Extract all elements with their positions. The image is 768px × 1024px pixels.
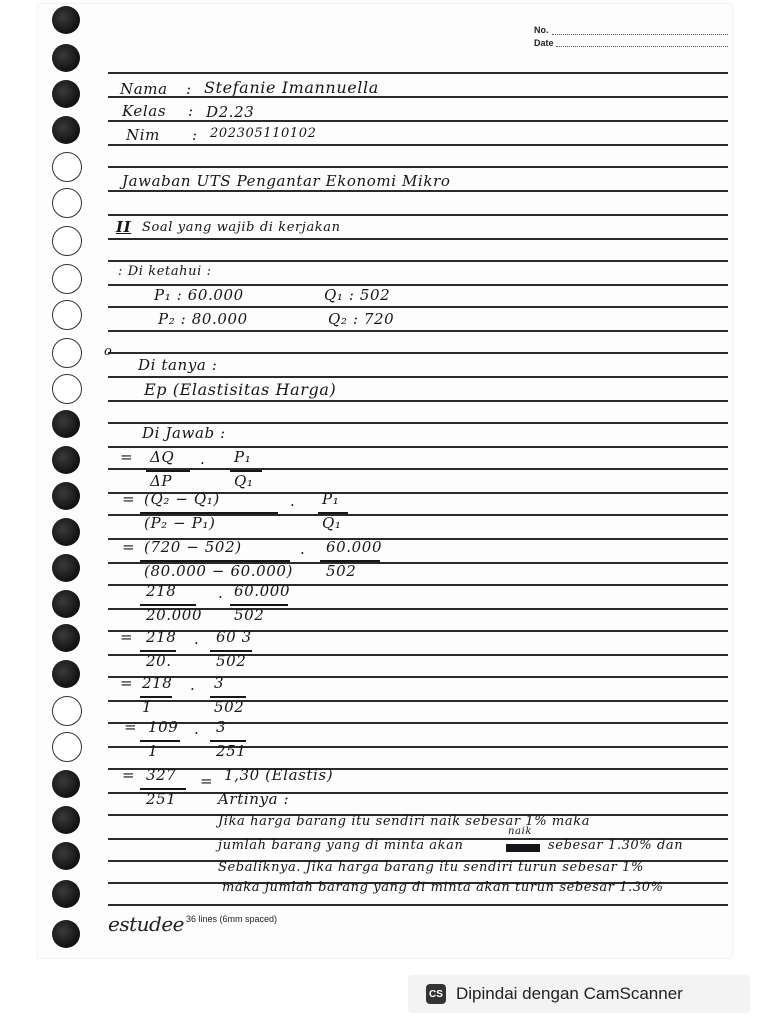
binder-hole: [52, 696, 82, 726]
no-label: No.: [534, 25, 549, 35]
artinya-line-2b: sebesar 1.30% dan: [548, 838, 684, 853]
fraction-numerator: 1,30 (Elastis): [224, 766, 334, 784]
ruled-line: [108, 376, 728, 378]
binder-hole: [52, 410, 80, 438]
fraction-numerator: 60.000: [234, 582, 291, 600]
equals-sign: =: [122, 538, 136, 556]
ruled-line: [108, 400, 728, 402]
fraction-numerator: ΔQ: [150, 448, 175, 466]
fraction-bar: [140, 740, 180, 742]
camscanner-text: Dipindai dengan CamScanner: [456, 984, 683, 1003]
ruled-line: [108, 446, 728, 448]
binder-hole: [52, 188, 82, 218]
dijawab-label: Di Jawab :: [142, 424, 226, 442]
equals-sign: =: [120, 628, 134, 646]
section-number: II: [116, 218, 132, 236]
binder-hole: [52, 518, 80, 546]
ruled-line: [108, 260, 728, 262]
fraction-denominator: Q₁: [234, 472, 254, 490]
operator: ·: [290, 496, 296, 514]
binder-hole: [52, 116, 80, 144]
colon: :: [186, 80, 192, 98]
operator: ·: [190, 680, 196, 698]
binder-hole: [52, 338, 82, 368]
ruled-line: [108, 190, 728, 192]
fraction-numerator: 327: [146, 766, 177, 784]
artinya-line-3: Sebaliknya. Jika harga barang itu sendiri turun sebesar 1%: [218, 860, 644, 875]
fraction-numerator: 218: [142, 674, 173, 692]
binder-hole: [52, 300, 82, 330]
binder-hole: [52, 920, 80, 948]
binder-hole: [52, 226, 82, 256]
operator: ·: [218, 588, 224, 606]
fraction-denominator: 1: [142, 698, 153, 716]
binder-hole: [52, 80, 80, 108]
fraction-numerator: 60.000: [326, 538, 383, 556]
equals-sign: =: [124, 718, 138, 736]
camscanner-watermark: [408, 975, 750, 1013]
q2-value: Q₂ : 720: [328, 310, 395, 328]
binder-hole: [52, 660, 80, 688]
ruled-line: [108, 654, 728, 656]
fraction-denominator: 502: [234, 606, 265, 624]
camscanner-icon: CS: [426, 984, 446, 1004]
binder-hole: [52, 732, 82, 762]
binder-hole: [52, 554, 80, 582]
fraction-numerator: (720 − 502): [144, 538, 242, 556]
notebook-brand-logo: estudee: [108, 912, 184, 936]
kelas-label: Kelas: [122, 102, 167, 120]
date-line: [556, 46, 728, 47]
equals-sign: =: [120, 674, 134, 692]
scribbled-out-word: [506, 844, 540, 852]
operator: ·: [194, 724, 200, 742]
binder-hole: [52, 6, 80, 34]
ditanya-label: Di tanya :: [138, 356, 218, 374]
ruled-line: [108, 120, 728, 122]
nama-label: Nama: [120, 80, 168, 98]
ruled-line: [108, 144, 728, 146]
operator: =: [200, 772, 214, 790]
ruled-line: [108, 306, 728, 308]
binder-hole: [52, 770, 80, 798]
binder-hole: [52, 152, 82, 182]
ruled-line: [108, 904, 728, 906]
ruled-line: [108, 792, 728, 794]
binder-hole: [52, 482, 80, 510]
ruled-line: [108, 238, 728, 240]
fraction-denominator: (80.000 − 60.000): [144, 562, 293, 580]
ruled-line: [108, 746, 728, 748]
binder-hole: [52, 590, 80, 618]
no-line: [552, 34, 728, 35]
binder-hole: [52, 806, 80, 834]
ruled-line: [108, 96, 728, 98]
fraction-denominator: 20.: [146, 652, 172, 670]
ruled-line: [108, 352, 728, 354]
equals-sign: =: [120, 448, 134, 466]
binder-hole: [52, 264, 82, 294]
fraction-numerator: P₁: [322, 490, 340, 508]
binder-hole: [52, 880, 80, 908]
artinya-line-2a: jumlah barang yang di minta akan: [218, 838, 464, 853]
fraction-numerator: P₁: [234, 448, 252, 466]
equals-sign: =: [122, 490, 136, 508]
binder-hole: [52, 842, 80, 870]
p2-value: P₂ : 80.000: [158, 310, 248, 328]
operator: ·: [194, 634, 200, 652]
nim-label: Nim: [126, 126, 160, 144]
ruled-line: [108, 630, 728, 632]
fraction-numerator: 218: [146, 628, 177, 646]
fraction-numerator: 218: [146, 582, 177, 600]
colon: :: [188, 102, 194, 120]
section-text: Soal yang wajib di kerjakan: [142, 220, 341, 235]
operator: ·: [300, 544, 306, 562]
p1-value: P₁ : 60.000: [154, 286, 244, 304]
ruled-line: [108, 72, 728, 74]
fraction-denominator: ΔP: [150, 472, 173, 490]
ruled-line: [108, 700, 728, 702]
binder-hole: [52, 624, 80, 652]
inserted-word: naik: [508, 826, 533, 837]
binder-hole: [52, 374, 82, 404]
fraction-denominator: 1: [148, 742, 159, 760]
fraction-denominator: Q₁: [322, 514, 342, 532]
fraction-numerator: 109: [148, 718, 179, 736]
fraction-denominator: 502: [326, 562, 357, 580]
lines-note: 36 lines (6mm spaced): [186, 914, 278, 924]
ruled-line: [108, 214, 728, 216]
ruled-line: [108, 166, 728, 168]
binder-hole: [52, 44, 80, 72]
fraction-numerator: 3: [214, 674, 225, 692]
ruled-line: [108, 768, 728, 770]
date-label: Date: [534, 38, 554, 48]
equals-sign: =: [122, 766, 136, 784]
artinya-label: Artinya :: [218, 790, 290, 808]
nim-value: 202305110102: [210, 126, 317, 141]
nama-value: Stefanie Imannuella: [204, 78, 379, 97]
fraction-denominator: 20.000: [146, 606, 203, 624]
fraction-denominator: (P₂ − P₁): [144, 514, 216, 532]
fraction-numerator: 3: [216, 718, 227, 736]
artinya-line-4: maka jumlah barang yang di minta akan turun sebesar 1.30%: [222, 880, 664, 895]
page-title: Jawaban UTS Pengantar Ekonomi Mikro: [122, 172, 451, 190]
kelas-value: D2.23: [206, 103, 255, 121]
fraction-numerator: 60 3: [216, 628, 252, 646]
ditanya-value: Ep (Elastisitas Harga): [144, 380, 337, 399]
ruled-line: [108, 584, 728, 586]
artinya-line-1: Jika harga barang itu sendiri naik sebesar 1% maka: [218, 814, 591, 829]
binder-hole: [52, 446, 80, 474]
fraction-denominator: 502: [216, 652, 247, 670]
colon: :: [192, 126, 198, 144]
ruled-line: [108, 330, 728, 332]
fraction-denominator: 502: [214, 698, 245, 716]
bullet: o: [104, 344, 113, 359]
operator: ·: [200, 454, 206, 472]
ruled-line: [108, 676, 728, 678]
fraction-denominator: 251: [216, 742, 247, 760]
ruled-line: [108, 722, 728, 724]
fraction-numerator: (Q₂ − Q₁): [144, 490, 220, 508]
fraction-denominator: 251: [146, 790, 177, 808]
q1-value: Q₁ : 502: [324, 286, 391, 304]
diketahui-label: : Di ketahui :: [118, 264, 212, 279]
